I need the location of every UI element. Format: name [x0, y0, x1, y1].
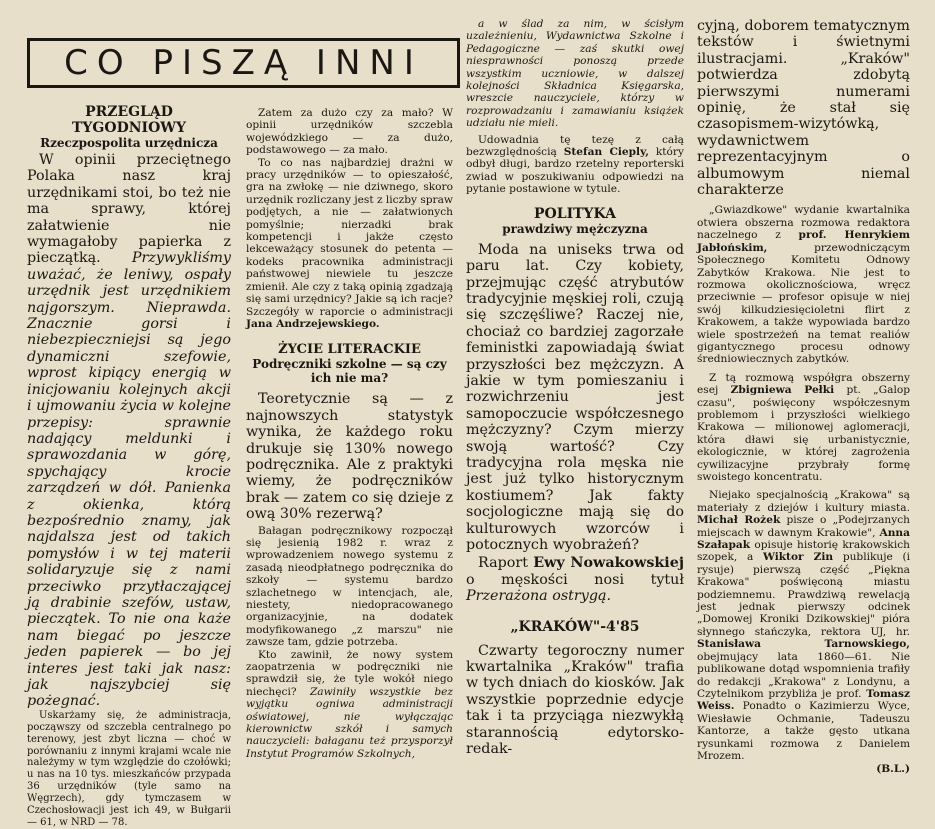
heading-article: Podręczniki szkolne — są czy ich nie ma?: [252, 357, 447, 386]
text-italic: Przywykliśmy uważać, że leniwy, ospały urzędnik jest urzędnikiem najgorszym. Nieprawda. Znacznie gorsi i niebezpieczniejsi są jego dynamiczni szefowie, wprost kipiący energią w inicjowaniu kolejnych akcji i ujmowaniu życia w kolejne przepisy: sprawnie nadający meldunki i sprawozdania w górę, spychający krocie zarządzeń w dół. Panienka z okienka, którą bezpośrednio znamy, jak najdalsza jest od takich pomysłów i w tej materii solidaryzuje się z nami przeciwko przytłaczającej ją drabinie szefów, ustaw, pieczątek. To nie ona każe nam biegać po jeszcze jeden papierek — bo jej interes jest taki jak nasz: jak najszybciej się pożegnać.: [27, 250, 231, 710]
column-1: [27, 104, 231, 829]
paragraph: Moda na uniseks trwa od paru lat. Czy kobiety, przejmując część atrybutów tradycyjnie męskiej roli, czują się szczęśliwe? Raczej nie, chociaż co bardziej zagorzałe feministki zapowiadają świat przyszłości bez mężczyzn. A jakie w tym pomieszaniu i rozwichrzeniu jest samopoczucie współczesnego mężczyzny? Czym mierzy swoją wartość? Czy tradycyjna rola męska nie jest już tylko historycznym kostiumem? Jak fakty socjologiczne mają się do kulturowych wzorców i potocznych wyobrażeń?: [466, 241, 684, 553]
signature: (B.L.): [876, 763, 910, 776]
section-title: CO PISZĄ INNI: [27, 38, 460, 88]
person-name: Michał Rożek: [697, 514, 781, 527]
paragraph: Zatem za dużo czy za mało? W opinii urzędników szczebla wojewódzkiego — za dużo, podstawowego — za mało.: [246, 107, 453, 157]
paragraph: [466, 555, 684, 604]
text: Udowadnia tę tezę z całą bezwzględnością: [466, 133, 684, 159]
paragraph: Uskarżamy się, że administracja, począwszy od szczebla centralnego po terenowy, jest zbyt liczna — choć w porównaniu z innymi krajami wcale nie należymy w tym względzie do czołówki; u nas na 10 tys. mieszkańców przypada 36 urzędników (tyle samo na Węgrzech), gdy tymczasem w Czechosłowacji jest ich 49, w Bułgarii — 61, w NRD — 78.: [27, 709, 231, 828]
text: W opinii przeciętnego Polaka nasz kraj urzędnikami stoi, bo też nie ma sprawy, której załatwienie nie wymagałoby papierka z pieczątką.: [27, 152, 231, 267]
text: Kto zawinił, że nowy system zaopatrzenia w podręczniki nie sprawdził się, że tyle wokół niego niechęci?: [246, 648, 453, 698]
person-name: Stanisława Tarnowskiego,: [697, 638, 910, 651]
text: Z tą rozmową współgra obszerny esej: [697, 371, 910, 397]
text: który odbył długi, bardzo rzetelny reporterski zwiad w poszukiwaniu odpowiedzi na pytanie postawione w tytule.: [466, 146, 684, 196]
paragraph: [697, 372, 910, 484]
text: To co nas najbardziej drażni w pracy urzędników — to opieszałość, gra na zwłokę — nie dziwnego, skoro urzędnik rozliczany jest z liczby spraw podjętych, a nie — załatwionych pomyślnie; nierzadki brak kompetencji i jakże często lekceważący stosunek do petenta — kodeks pracownika administracji państwowej niewiele tu jeszcze zmienił. Ale czy z taką opinią zgadzają się sami urzędnicy? Jakie są ich racje? Szczegóły w raporcie o administracji: [246, 156, 453, 318]
text: obejmujący lata 1860—61. Nie publikowane dotąd wspomnienia trafiły do redakcji „Krakowa" z Londynu, a Czytelnikom przybliża je prof.: [697, 650, 910, 700]
paragraph: a w ślad za nim, w ścisłym uzależnieniu, Wydawnictwa Szkolne i Pedagogiczne — zaś skutki owej niesprawności ponoszą przede wszystkim uczniowie, w dalszej kolejności Składnica Księgarska, wreszcie nauczyciele, którzy w rozprowadzaniu i zamawianiu książek udziału nie mieli.: [466, 18, 684, 130]
heading-article: prawdziwy mężczyzna: [502, 221, 648, 236]
paragraph: Czwarty tegoroczny numer kwartalnika „Kraków" trafia w tych dniach do kiosków. Jak wszystkie poprzednie edycje tak i ta przyciąga niezwykłą starannością edytorsko-redak-: [466, 642, 684, 758]
heading-article: Rzeczpospolita urzędnicza: [40, 136, 218, 150]
paragraph: Bałagan podręcznikowy rozpoczął się jesienią 1982 r. wraz z wprowadzeniem nowego systemu z zasadą nieodpłatnego podręcznika do szkoły — systemu bardzo szlachetnego w intencjach, ale, niestety, niedopracowanego organizacyjnie, na dodatek modyfikowanego „z marszu" nie zawsze tam, gdzie potrzeba.: [246, 524, 453, 649]
heading-magazine: PRZEGLĄD: [85, 104, 173, 120]
column-2: [246, 107, 453, 760]
author-name: Jana Andrzejewskiego.: [246, 317, 380, 330]
person-name: Tomasz Weiss.: [697, 687, 910, 713]
column-3: [466, 18, 684, 757]
text: pt. „Galop czasu", poświęcony współczesnym problemom i przyszłości wielkiego Krakowa — milionowej aglomeracji, która dławi się urbanistycznie, ekologicznie, w której zagrożenia cywilizacyjne przybrały formę swoistego koncentratu.: [697, 384, 910, 483]
text-italic: Zawiniły wszystkie bez wyjątku ogniwa administracji oświatowej, nie wyłączając kierownictw szkół i samych nauczycieli: bałaganu też przysporzył Instytut Programów Szkolnych,: [246, 685, 453, 760]
paragraph: cyjną, doborem tematycznym tekstów i świetnymi ilustracjami. „Kraków" potwierdza zdobytą pierwszymi numerami opinię, że stał się czasopismem-wizytówką, wydawnictwem reprezentacyjnym o albumowym niemal charakterze: [697, 18, 910, 199]
heading-magazine-2: TYGODNIOWY: [72, 120, 186, 136]
text: „Gwiazdkowe" wydanie kwartalnika otwiera obszerna rozmowa redaktora naczelnego z: [697, 204, 910, 242]
paragraph: [466, 134, 684, 196]
paragraph: Teoretycznie są — z najnowszych statystyk wynika, że każdego roku drukuje się 130% nowego podręcznika. Ale z praktyki wiemy, że podręczników brak — zatem co się dzieje z ową 30% rezerwą?: [246, 391, 453, 523]
text: opisuje historię krakowskich szopek, a: [697, 539, 910, 564]
text: o męskości nosi tytuł: [466, 571, 684, 588]
text: Niejako specjalnością „Krakowa" są materiały z dziejów i kultury miasta.: [697, 489, 910, 514]
paragraph: [246, 649, 453, 761]
person-name: Zbigniewa Pełki: [730, 384, 835, 397]
text: pisze o „Podejrzanych miejscach w dawnym Krakowie",: [697, 514, 910, 539]
text: przewodniczącym Społecznego Komitetu Odnowy Zabytków Krakowa. Nie jest to rozmowa okolicznościowa, wręcz przeciwnie — profesor opisuje w niej swój kilkudziesięcioletni flirt z Krakowem, a także wypowiada bardzo wiele spostrzeżeń na temat realiów gigantycznego procesu odnowy średniowiecznych zabytków.: [697, 241, 910, 366]
person-name: prof. Henrykiem Jabłońskim,: [697, 229, 910, 254]
paragraph: [246, 157, 453, 331]
person-name: Wiktor Zin: [762, 551, 834, 564]
paragraph: [27, 152, 231, 710]
paragraph: [697, 489, 910, 762]
heading-magazine: POLITYKA: [534, 205, 616, 222]
article-title: Przerażona ostrygą.: [466, 588, 612, 605]
author-name: Ewy Nowakowskiej: [533, 555, 684, 572]
text: Ponadto o Kazimierzu Wyce, Wiesławie Ochmanie, Tadeuszu Kantorze, a także gęsto utkana rysunkami rozmowa z Danielem Mrozem.: [697, 700, 910, 762]
text: Raport: [478, 555, 528, 572]
paragraph: [697, 204, 910, 365]
heading-magazine: ŻYCIE LITERACKIE: [278, 342, 421, 358]
text: publikuje (i rysuje) pierwszą część „Piękna Krakowa" poświęconą miastu podziemnemu. Prawdziwą rewelacją jest jednak pierwszy odcinek „Domowej Kroniki Dzikowskiej" pióra słynnego stańczyka, rektora UJ, hr.: [697, 551, 910, 638]
person-name: Anna Szałapak: [697, 526, 910, 552]
heading-magazine: „KRAKÓW"-4'85: [510, 618, 640, 635]
author-name: Stefan Cieply,: [563, 146, 649, 159]
column-4: [697, 18, 910, 776]
